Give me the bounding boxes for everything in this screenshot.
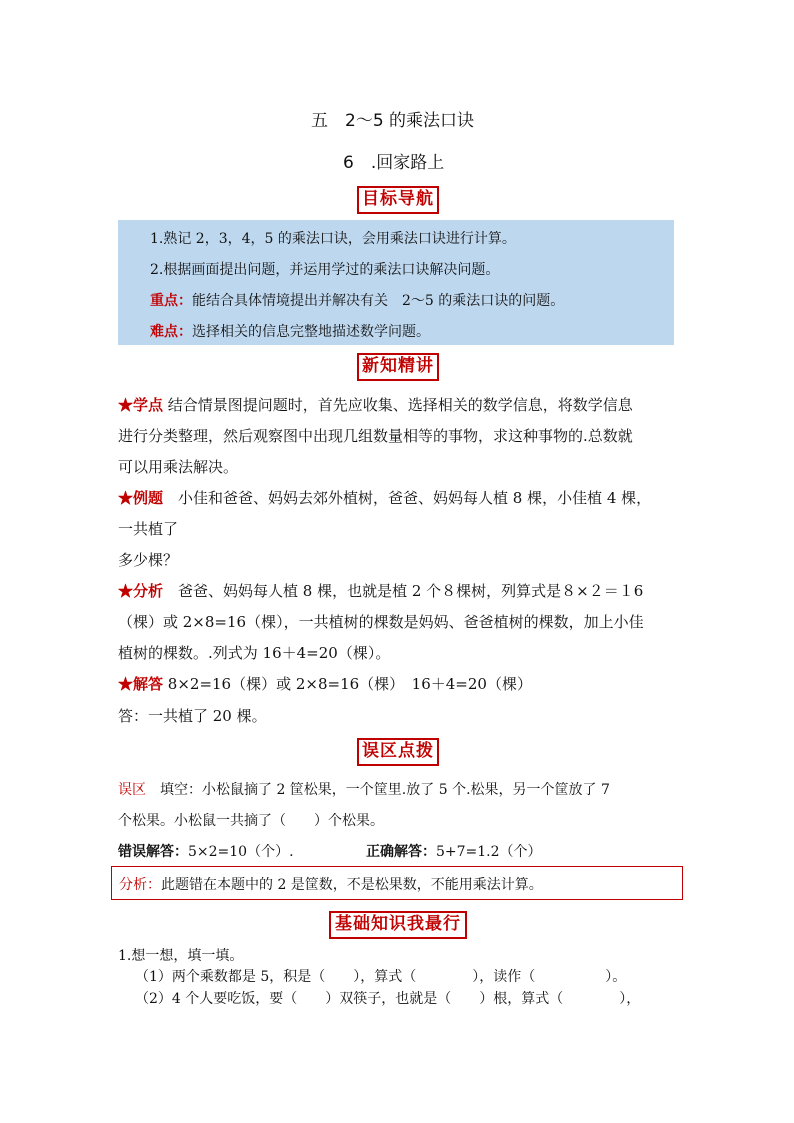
- mistake-line-2: 个松果。小松鼠一共摘了（ ）个松果。: [118, 813, 384, 829]
- example-label: ★例题: [118, 489, 164, 507]
- point-line-1: [118, 394, 633, 415]
- goals-heading: 目标导航: [357, 186, 439, 214]
- basic-heading: 基础知识我最行: [329, 911, 467, 939]
- analysis-label: ★分析: [118, 582, 164, 600]
- goal-line-1: 1.熟记 2，3，4，5 的乘法口诀，会用乘法口诀进行计算。: [150, 231, 516, 247]
- point-line-3: 可以用乘法解决。: [118, 458, 239, 476]
- right-label: 正确解答：: [366, 844, 436, 860]
- wrong-text: 5×2=10（个）.: [188, 844, 294, 860]
- mistake-text-1: 填空：小松鼠摘了 2 筐松果，一个筐里.放了 5 个.松果，另一个筐放了 7: [146, 782, 610, 798]
- key-point: [150, 290, 564, 310]
- right-answer: [366, 841, 542, 861]
- example-line-3: 多少棵？: [118, 551, 179, 569]
- point-text-1: 结合情景图提问题时，首先应收集、选择相关的数学信息，将数学信息: [163, 396, 633, 414]
- question-1-1: （1）两个乘数都是 5，积是（ ），算式（ ），读作（ ）。: [135, 969, 627, 985]
- question-1: 1.想一想，填一填。: [118, 948, 244, 964]
- answer-line: [118, 673, 532, 694]
- example-text-1: 小佳和爸爸、妈妈去郊外植树，爸爸、妈妈每人植 8 棵，小佳植 4 棵，: [163, 489, 652, 507]
- wrong-label: 错误解答：: [118, 844, 188, 860]
- hard-label: 难点：: [150, 324, 192, 340]
- unit-title: 五 2～5 的乘法口诀: [311, 111, 475, 131]
- mistake-analysis-text: 此题错在本题中的 2 是筐数，不是松果数，不能用乘法计算。: [161, 877, 543, 893]
- point-line-2: 进行分类整理，然后观察图中出现几组数量相等的事物，求这种事物的.总数就: [118, 427, 633, 445]
- goal-line-2: 2.根据画面提出问题，并运用学过的乘法口诀解决问题。: [150, 262, 500, 278]
- example-line-1: [118, 487, 651, 508]
- analysis-line-2: （棵）或 2×8=16（棵），一共植树的棵数是妈妈、爸爸植树的棵数，加上小佳: [118, 613, 644, 631]
- answer-text: 8×2=16（棵）或 2×8=16（棵） 16＋4=20（棵）: [163, 675, 532, 693]
- reply-line: 答：一共植了 20 棵。: [118, 707, 267, 725]
- new-knowledge-heading: 新知精讲: [357, 353, 439, 381]
- point-label: ★学点: [118, 396, 164, 414]
- analysis-line-3: 植树的棵数。.列式为 16＋4=20（棵）。: [118, 644, 391, 662]
- mistake-analysis-label: 分析：: [119, 877, 161, 893]
- question-1-2: （2）4 个人要吃饭，要（ ）双筷子，也就是（ ）根，算式（ ），: [135, 991, 641, 1007]
- mistake-heading: 误区点拨: [357, 738, 439, 766]
- answer-label: ★解答: [118, 675, 164, 693]
- key-text: 能结合具体情境提出并解决有关 2～5 的乘法口诀的问题。: [192, 293, 565, 309]
- wrong-answer: [118, 841, 294, 861]
- lesson-title: 6 .回家路上: [343, 153, 445, 173]
- hard-point: [150, 321, 430, 341]
- key-label: 重点：: [150, 293, 192, 309]
- right-text: 5+7=1.2（个）: [436, 844, 542, 860]
- mistake-analysis: [119, 874, 543, 894]
- mistake-line-1: [118, 779, 610, 799]
- hard-text: 选择相关的信息完整地描述数学问题。: [192, 324, 430, 340]
- example-line-2: 一共植了: [118, 520, 179, 538]
- analysis-text-1: 爸爸、妈妈每人植 8 棵，也就是植 2 个８棵树，列算式是８×２＝１6: [163, 582, 644, 600]
- analysis-line-1: [118, 580, 643, 601]
- mistake-label: 误区: [118, 782, 146, 798]
